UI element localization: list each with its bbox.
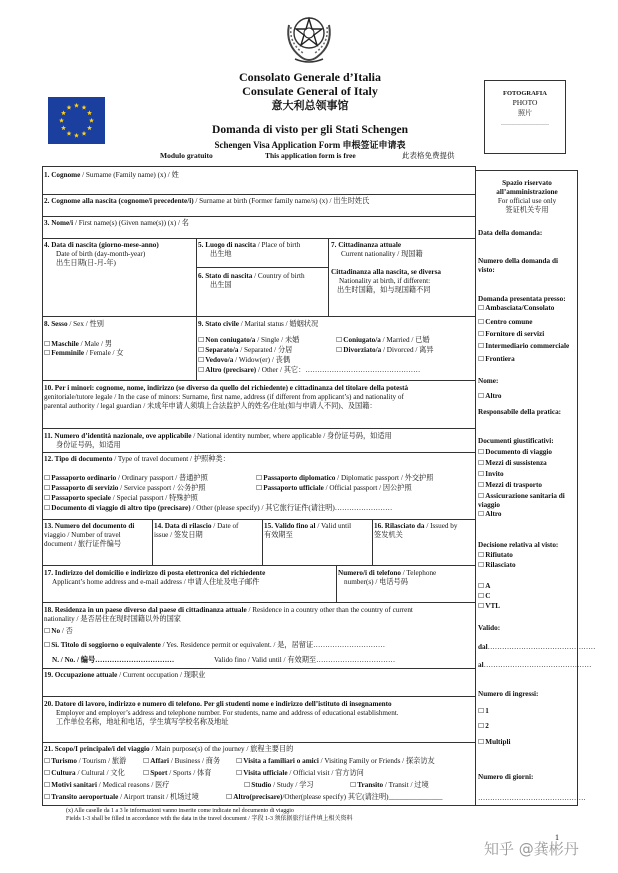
field-purpose-of-journey: 21. Scopo/I principale/i del viaggio / Main purpose(s) of the journey / 旅程主要目的 (44, 745, 294, 753)
admin-lodged-intermediary-checkbox[interactable]: ☐ Intermediario commerciale (478, 342, 569, 351)
purpose-airport-transit-checkbox[interactable]: ☐ Transito aeroportuale / Airport transit / 机场过境 (44, 793, 199, 802)
marital-label: 9. Stato civile (198, 320, 239, 328)
admin-doc-insurance-cont: viaggio (478, 501, 500, 509)
field-surname[interactable] (44, 171, 179, 180)
field-document-type (44, 455, 230, 464)
doc-other-checkbox[interactable]: ☐ Documento di viaggio di altro tipo (precisare) / Other (please specify) / 其它旅行证件(请注明)…………………… (44, 504, 392, 513)
marital-label-rest: / Marital status / 婚姻状况 (238, 320, 319, 328)
pob-label-rest: / Place of birth (255, 241, 301, 249)
purpose-transit-checkbox[interactable]: ☐ Transito / Transit / 过境 (350, 781, 429, 790)
nationality-label-en: Current nationality / 现国籍 (341, 250, 423, 258)
photo-label-it: FOTOGRAFIA (503, 90, 547, 97)
field-document-number[interactable]: 13. Numero del documento di viaggio / Number of travel document / 旅行证件编号 (44, 522, 135, 548)
field-surname-label: 1. Cognome (44, 171, 81, 179)
doc-service-checkbox[interactable]: ☐ Passaporto di servizio / Service passport / 公务护照 (44, 484, 206, 493)
guardian-label-zh: parental authority / legal guardian / 未成年申请人须填上合法监护人的姓名/住址(如与申请人不同)、及国籍： (44, 402, 377, 410)
watermark: 知乎 @龚彬丹 (484, 840, 579, 858)
admin-doc-other-checkbox[interactable]: ☐ Altro (478, 510, 502, 519)
field-surname-at-birth-label-rest: / Surname at birth (Former family name/s) (x) / 出生时姓氏 (193, 197, 370, 205)
purpose-tourism-checkbox[interactable]: ☐ Turismo / Tourism / 旅游 (44, 757, 126, 766)
field-employer[interactable]: 20. Datore di lavoro, indirizzo e numero di telefono. Per gli studenti nome e indirizzo dell’istituto di insegnamento Employer and employer’s address and telephone number. For students, name and address of educational establishment. 工作单位名称，地址和电话，学生填写学校名称及地址 (44, 700, 399, 726)
field-first-name-label: 3. Nome/i (44, 219, 74, 227)
purpose-medical-checkbox[interactable]: ☐ Motivi sanitari / Medical reasons / 医疗 (44, 781, 169, 790)
field-place-of-birth[interactable] (198, 241, 300, 259)
residence-permit-valid-until[interactable]: Valido fino / Valid until / 有效期至…………………………… (214, 656, 396, 664)
admin-entries-multiple-checkbox[interactable]: ☐ Multipli (478, 738, 510, 747)
form-title-en: Schengen Visa Application Form 申根签证申请表 (214, 140, 406, 150)
nationality-birth-label-en: Nationality at birth, if different: (339, 277, 431, 285)
admin-lodged-border-checkbox[interactable]: ☐ Frontiera (478, 355, 515, 364)
page-number: 1 (555, 833, 559, 842)
admin-refused-checkbox[interactable]: ☐ Rifiutato (478, 551, 513, 560)
field-surname-at-birth-label: 2. Cognome alla nascita (cognome/i precedente/i) (44, 197, 194, 205)
doc-official-checkbox[interactable]: ☐ Passaporto ufficiale / Official passport / 因公护照 (256, 484, 412, 493)
national-id-label-rest: / National identity number, where applicable / 身份证号码，如适用 (191, 432, 392, 440)
admin-visa-a-checkbox[interactable]: ☐ A (478, 582, 490, 591)
field-date-of-birth[interactable] (44, 241, 159, 268)
doc-diplomatic-checkbox[interactable]: ☐ Passaporto diplomatico / Diplomatic passport / 外交护照 (256, 474, 433, 483)
pob-label: 5. Luogo di nascita (198, 241, 256, 249)
free-form-en: This application form is free (265, 151, 356, 160)
doc-special-checkbox[interactable]: ☐ Passaporto speciale / Special passport / 特殊护照 (44, 494, 198, 503)
admin-doc-invitation-checkbox[interactable]: ☐ Invito (478, 470, 504, 479)
eu-flag-icon (48, 97, 105, 144)
admin-issued-checkbox[interactable]: ☐ Rilasciato (478, 561, 516, 570)
admin-number-of-entries: Numero di ingressi: (478, 690, 539, 698)
admin-header: Spazio riservato all’amministrazione For official use only 签证机关专用 (496, 179, 558, 214)
admin-number-of-days[interactable]: Numero di giorni: (478, 773, 534, 781)
purpose-other-checkbox[interactable]: ☐ Altro(precisare)/Other(please specify) 其它(请注明)_______________ (226, 793, 442, 802)
admin-file-handled-by[interactable]: Responsabile della pratica: (478, 408, 562, 416)
admin-name[interactable]: Nome: (478, 377, 499, 385)
residence-no-checkbox[interactable]: ☐ No / 否 (44, 627, 73, 636)
national-id-label-zh: 身份证号码，如适用 (56, 441, 121, 449)
marital-separated-checkbox[interactable]: ☐ Separato/a / Separated / 分居 (198, 346, 292, 355)
admin-application-number[interactable]: Numero della domanda di visto: (478, 257, 558, 274)
marital-divorced-checkbox[interactable]: ☐ Divorziato/a / Divorced / 离异 (336, 346, 434, 355)
admin-doc-means-checkbox[interactable]: ☐ Mezzi di sussistenza (478, 459, 547, 468)
photo-box[interactable] (484, 80, 566, 154)
admin-entries-1-checkbox[interactable]: ☐ 1 (478, 707, 489, 716)
field-first-name-label-rest: / First name(s) (Given name(s)) (x) / 名 (73, 219, 189, 227)
field-nationality[interactable] (331, 241, 441, 295)
italian-emblem-icon (281, 5, 337, 67)
field-date-of-issue[interactable]: 14. Data di rilascio / Date of issue / 签发日期 (154, 522, 239, 539)
purpose-study-checkbox[interactable]: ☐ Studio / Study / 学习 (244, 781, 314, 790)
admin-valid-to[interactable]: al……………………………………… (478, 661, 592, 669)
field-home-address[interactable]: 17. Indirizzo del domicilio e indirizzo di posta elettronica del richiedente Applicant’s home address and e-mail address / 申请人住址及电子邮件 (44, 569, 266, 586)
pob-label-zh: 出生地 (210, 250, 232, 258)
field-surname-label-rest: / Surname (Family name) (x) / 姓 (80, 171, 179, 179)
field-first-name[interactable] (44, 219, 189, 228)
field-minor-guardian[interactable] (44, 384, 408, 411)
free-form-zh: 此表格免费提供 (402, 151, 455, 160)
field-valid-until[interactable]: 15. Valido fino al / Valid until 有效期至 (264, 522, 352, 539)
admin-doc-transport-checkbox[interactable]: ☐ Mezzi di trasporto (478, 481, 542, 490)
dob-label-en: Date of birth (day-month-year) (56, 250, 146, 258)
field-current-occupation[interactable]: 19. Occupazione attuale / Current occupation / 现职业 (44, 671, 206, 679)
guardian-label-en: genitoriale/tutore legale / In the case of minors: Surname, first name, address (if different from applicant’s) and nationality of (44, 393, 404, 401)
nationality-label: 7. Cittadinanza attuale (331, 241, 402, 249)
national-id-label: 11. Numero d’identità nazionale, ove applicabile (44, 432, 192, 440)
field-surname-at-birth[interactable] (44, 197, 369, 206)
admin-doc-insurance-checkbox[interactable]: ☐ Assicurazione sanitaria di (478, 492, 565, 501)
marital-single-checkbox[interactable]: ☐ Non coniugato/a / Single / 未婚 (198, 336, 299, 345)
guardian-label-it: 10. Per i minori: cognome, nome, indirizzo (se diverso da quello del richiedente) e cittadinanza del titolare della potestà (44, 384, 409, 392)
marital-widowed-checkbox[interactable]: ☐ Vedovo/a / Widow(er) / 丧偶 (198, 356, 290, 365)
admin-lodged-common-centre-checkbox[interactable]: ☐ Centro comune (478, 318, 532, 327)
field-telephone[interactable]: Numero/i di telefono / Telephone number(s) / 电话号码 (338, 569, 437, 586)
doc-type-label-rest: / Type of travel document / 护照种类： (112, 455, 230, 463)
consulate-name-en: Consulate General of Italy (242, 84, 378, 98)
purpose-business-checkbox[interactable]: ☐ Affari / Business / 商务 (143, 757, 220, 766)
admin-application-date[interactable]: Data della domanda: (478, 229, 543, 237)
admin-entries-2-checkbox[interactable]: ☐ 2 (478, 722, 489, 731)
admin-doc-travel-checkbox[interactable]: ☐ Documento di viaggio (478, 448, 552, 457)
cob-label-zh: 出生国 (210, 281, 232, 289)
admin-valid-from[interactable]: dal……………………………………… (478, 643, 596, 651)
photo-label-en: PHOTO (512, 98, 538, 107)
sex-label: 8. Sesso (44, 320, 68, 328)
photo-dots: …………………… (501, 121, 549, 127)
field-national-id[interactable] (44, 432, 392, 450)
admin-supporting-docs: Documenti giustificativi: (478, 437, 554, 445)
footer-note-it: (x) Alle caselle da 1 a 3 le informazioni vanno inserite come indicate nel documento di viaggio (66, 808, 294, 814)
field-issued-by[interactable]: 16. Rilasciato da / Issued by 签发机关 (374, 522, 458, 539)
cob-label: 6. Stato di nascita (198, 272, 253, 280)
field-marital-status (198, 320, 318, 329)
dob-label-zh: 出生日期(日-月-年) (56, 259, 116, 267)
photo-label-zh: 照片 (518, 109, 532, 117)
dob-label: 4. Data di nascita (giorno-mese-anno) (44, 241, 159, 249)
field-residence-other-country: 18. Residenza in un paese diverso dal paese di cittadinanza attuale / Residence in a country other than the country of current nationality / 是否居住在现时国籍以外的国家 (44, 606, 413, 623)
sex-female-checkbox[interactable]: ☐ Femminile / Female / 女 (44, 349, 124, 358)
free-form-it: Modulo gratuito (160, 151, 213, 160)
admin-lodged-service-provider-checkbox[interactable]: ☐ Fornitore di servizi (478, 330, 544, 339)
marital-other-checkbox[interactable]: ☐ Altro (precisare) / Other / 其它：………………………………………… (198, 366, 420, 375)
purpose-visit-family-checkbox[interactable]: ☐ Visita a familiari o amici / Visiting Family or Friends / 探亲访友 (236, 757, 435, 766)
doc-ordinary-checkbox[interactable]: ☐ Passaporto ordinario / Ordinary passport / 普通护照 (44, 474, 208, 483)
admin-lodged-embassy-checkbox[interactable]: ☐ Ambasciata/Consolato (478, 304, 554, 313)
marital-married-checkbox[interactable]: ☐ Coniugato/a / Married / 已婚 (336, 336, 430, 345)
consulate-name-it: Consolato Generale d’Italia (239, 70, 381, 84)
field-country-of-birth[interactable] (198, 272, 305, 290)
sex-label-rest: / Sex / 性别 (67, 320, 104, 328)
admin-days-dots: ……………………………………… (478, 794, 586, 802)
doc-type-label: 12. Tipo di documento (44, 455, 113, 463)
form-title-it: Domanda di visto per gli Stati Schengen (212, 124, 408, 136)
admin-visa-decision: Decisione relativa al visto: (478, 541, 559, 549)
purpose-cultural-checkbox[interactable]: ☐ Cultura / Cultural / 文化 (44, 769, 125, 778)
cob-label-rest: / Country of birth (252, 272, 305, 280)
admin-other-checkbox[interactable]: ☐ Altro (478, 392, 502, 401)
purpose-official-visit-checkbox[interactable]: ☐ Visita ufficiale / Official visit / 官方访问 (236, 769, 364, 778)
field-sex (44, 320, 124, 358)
footer-note-en: Fields 1-3 shall be filled in accordance with the data in the travel document / 字段 1-3 须依据旅行证件填上相关资料 (66, 816, 353, 822)
admin-valid: Valido: (478, 624, 501, 632)
nationality-birth-label-zh: 出生时国籍，如与现国籍不同 (337, 286, 431, 294)
residence-permit-number[interactable]: N. / No. / 编号…………………………… (52, 656, 175, 664)
admin-visa-vtl-checkbox[interactable]: ☐ VTL (478, 602, 500, 611)
purpose-sports-checkbox[interactable]: ☐ Sport / Sports / 体育 (143, 769, 211, 778)
residence-yes-checkbox[interactable]: ☐ Sì. Titolo di soggiorno o equivalente / Yes. Residence permit or equivalent. / 是，居留证………………………… (44, 641, 385, 650)
sex-male-checkbox[interactable]: ☐ Maschile / Male / 男 (44, 340, 124, 349)
nationality-birth-label: Cittadinanza alla nascita, se diversa (331, 268, 442, 276)
consulate-name-zh: 意大利总领事馆 (271, 99, 349, 112)
admin-lodged-at: Domanda presentata presso: (478, 295, 566, 303)
admin-visa-c-checkbox[interactable]: ☐ C (478, 592, 490, 601)
